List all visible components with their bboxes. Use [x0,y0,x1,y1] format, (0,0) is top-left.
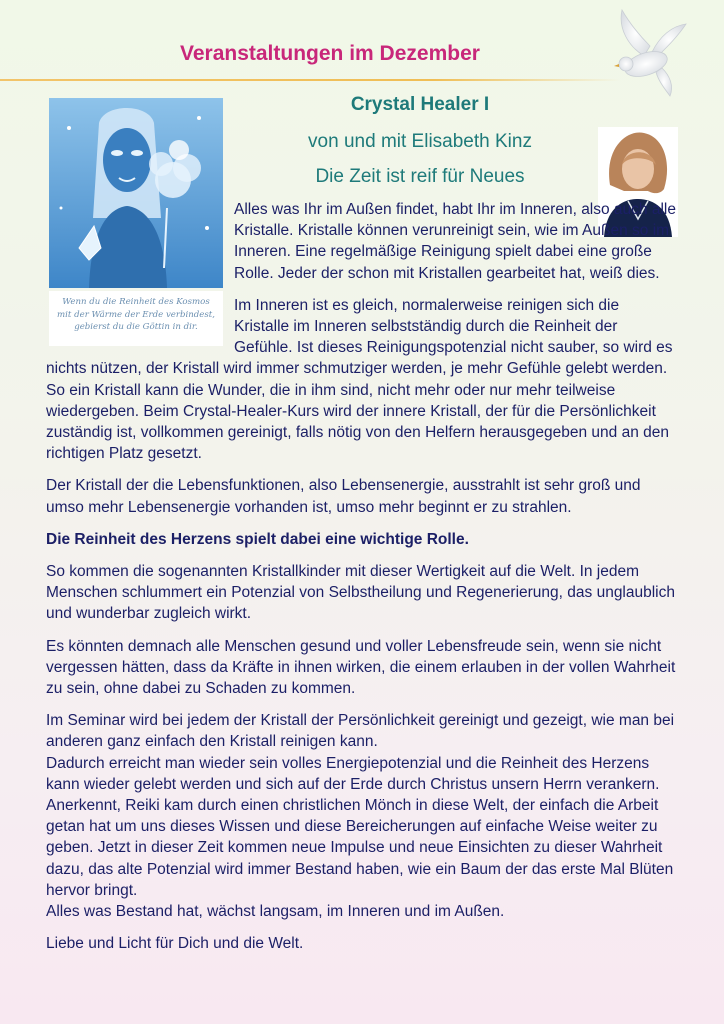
paragraph: Im Seminar wird bei jedem der Kristall der Persönlichkeit gereinigt und gezeigt, wie man bei anderen ganz einfach den Kristall reinigen kann. [46,712,675,751]
event-tagline: Die Zeit ist reif für Neues [315,166,525,187]
image-float-spacer [46,199,234,348]
paragraph: Es könnten demnach alle Menschen gesund und voller Lebensfreude sein, wenn sie nicht vergessen hätten, dass da Kräfte in ihnen wirken, die einem erlauben in der vollen Wahrheit zu sein, ohne dabei zu Schaden zu kommen. [46,637,676,698]
paragraph: Im Inneren ist es gleich, normalerweise reinigen sich die Kristalle im Inneren selbstständig durch die Reinheit der Gefühle. Ist dieses Reinigungspotenzial nicht sauber, so wird es nichts nützen, der Kristall wird immer schmutziger werden, je mehr Gefühle gelebt werden. So ein Kristall kann die Wunder, die in ihm sind, nicht mehr oder nur mehr teilweise wiedergeben. Beim Crystal-Healer-Kurs wird der innere Kristall, der für die Persönlichkeit zuständig ist, vollkommen gereinigt, falls nötig von den Helfern herausgegeben und an den richtigen Platz gesetzt. [46,296,673,463]
caption-line-3: gebierst du die Göttin in dir. [74,322,198,332]
paragraph: So kommen die sogenannten Kristallkinder mit dieser Wertigkeit auf die Welt. In jedem Menschen schlummert ein Potenzial von Selbstheilung und Regenerierung, das unglaublich und wunderbar zugleich wirkt. [46,563,675,623]
article-body [46,199,678,966]
paragraph: Alles was Bestand hat, wächst langsam, im Inneren und im Außen. [46,903,505,921]
caption-line-2: mit der Wärme der Erde verbindest, [57,309,215,320]
paragraph: Der Kristall der die Lebensfunktionen, also Lebensenergie, ausstrahlt ist sehr groß und umso mehr Lebensenergie vorhanden ist, umso mehr beginnt er zu strahlen. [46,477,641,516]
closing-line: Liebe und Licht für Dich und die Welt. [46,935,304,953]
paragraph: Dadurch erreicht man wieder sein volles Energiepotenzial und die Reinheit des Herzens kann wieder gelebt werden und sich auf der Erde durch Christus unsern Herrn verankern. [46,754,660,793]
paragraph: Alles was Ihr im Außen findet, habt Ihr im Inneren, also auch alle Kristalle. Kristalle können verunreinigt sein, wie im Außen so im Inneren. Eine regelmäßige Reinigung spielt dabei eine große Rolle. Jeder der schon mit Kristallen gearbeitet hat, weiß dies. [234,201,676,282]
paragraph-emphasis: Die Reinheit des Herzens spielt dabei eine wichtige Rolle. [46,530,469,548]
dove-image [600,6,690,98]
event-title: Crystal Healer I [350,94,490,115]
paragraph: Anerkennt, Reiki kam durch einen christlichen Mönch in diese Welt, der einfach die Arbeit getan hat um uns dieses Wissen und diese Bereicherungen auf einfache Weise weiter zu geben. Jetzt in dieser Zeit kommen neue Impulse und neue Einsichten zu dieser Wahrheit dazu, das alte Potenzial wird immer Bestand haben, wie ein Baum der das erste Mal Blüten hervor bringt. [46,797,674,899]
header-divider [0,79,620,81]
caption-line-1: Wenn du die Reinheit des Kosmos [62,297,210,307]
event-subtitle: von und mit Elisabeth Kinz [308,131,532,152]
page-header-title: Veranstaltungen im Dezember [180,42,480,65]
